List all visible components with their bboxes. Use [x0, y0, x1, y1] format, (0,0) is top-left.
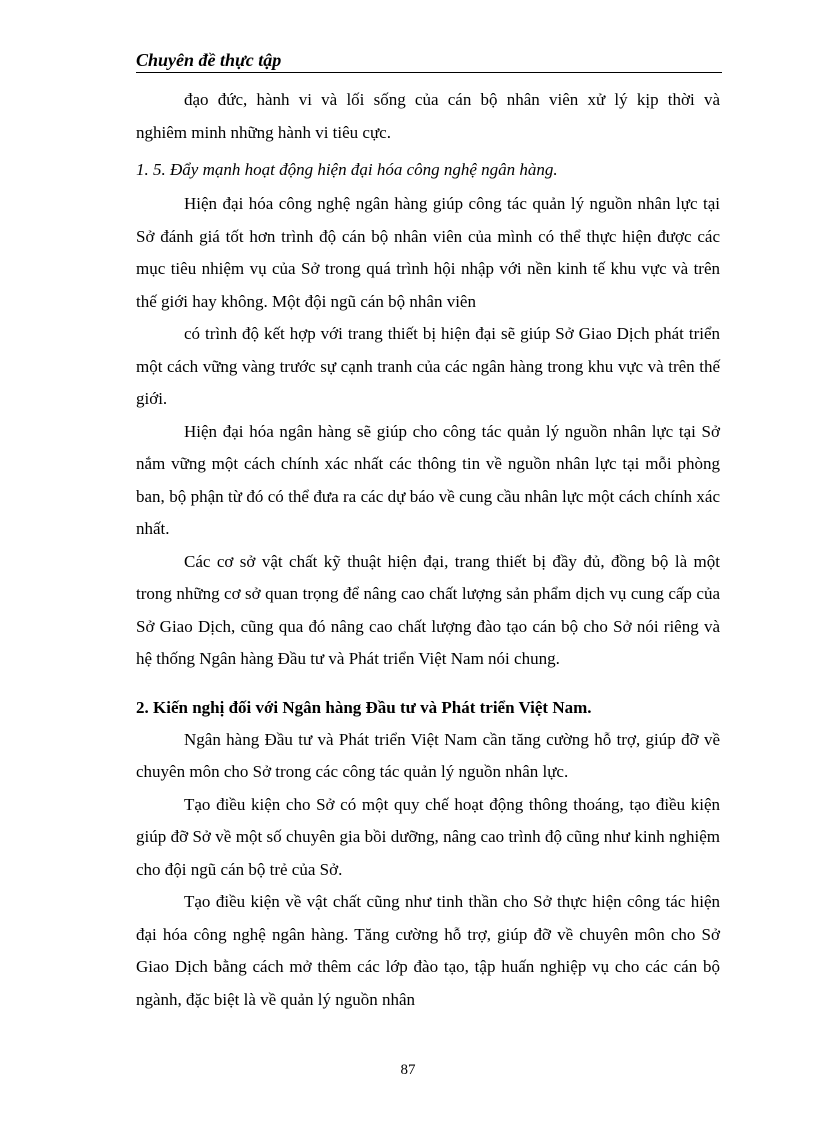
- page-number: 87: [400, 1062, 416, 1078]
- paragraph-continuation-line-1: đạo đức, hành vi và lối sống của cán bộ nhân viên xử lý kịp thời và: [184, 90, 720, 109]
- section-heading-1-5: 1. 5. Đẩy mạnh hoạt động hiện đại hóa công nghệ ngân hàng.: [136, 160, 558, 179]
- paragraph-recommendation-2: Tạo điều kiện cho Sở có một quy chế hoạt động thông thoáng, tạo điều kiện giúp đỡ Sở về một số chuyên gia bồi dưỡng, nâng cao trình độ cũng như kinh nghiệm cho đội ngũ cán bộ trẻ của Sở.: [136, 794, 720, 879]
- page-header: [136, 46, 722, 73]
- paragraph-recommendation-3: Tạo điều kiện về vật chất cũng như tinh thần cho Sở thực hiện công tác hiện đại hóa công nghệ ngân hàng. Tăng cường hỗ trợ, giúp đỡ về chuyên môn cho Sở Giao Dịch bằng cách mở thêm các lớp đào tạo, tập huấn nghiệp vụ cho các cán bộ ngành, đặc biệt là về quản lý nguồn nhân: [136, 892, 720, 1009]
- section-heading-2: 2. Kiến nghị đối với Ngân hàng Đầu tư và Phát triển Việt Nam.: [136, 697, 592, 717]
- paragraph-recommendation-1: Ngân hàng Đầu tư và Phát triển Việt Nam cần tăng cường hỗ trợ, giúp đỡ về chuyên môn cho Sở trong các công tác quản lý nguồn nhân lực.: [136, 729, 720, 781]
- paragraph-modernization-2: có trình độ kết hợp với trang thiết bị hiện đại sẽ giúp Sở Giao Dịch phát triển một cách vững vàng trước sự cạnh tranh của các ngân hàng trong khu vực và trên thế giới.: [136, 324, 720, 408]
- document-body: [136, 84, 720, 1016]
- paragraph-continuation-line-2: nghiêm minh những hành vi tiêu cực.: [136, 122, 391, 142]
- paragraph-modernization-3: Hiện đại hóa ngân hàng sẽ giúp cho công tác quản lý nguồn nhân lực tại Sở nắm vững một cách chính xác nhất các thông tin về nguồn nhân lực tại mỗi phòng ban, bộ phận từ đó có thể đưa ra các dự báo về cung cầu nhân lực một cách chính xác nhất.: [136, 421, 720, 538]
- paragraph-modernization-1: Hiện đại hóa công nghệ ngân hàng giúp công tác quản lý nguồn nhân lực tại Sở đánh giá tốt hơn trình độ cán bộ nhân viên của mình có thể thực hiện được các mục tiêu nhiệm vụ của Sở trong quá trình hội nhập với nền kinh tế khu vực và trên thế giới hay không. Một đội ngũ cán bộ nhân viên: [136, 194, 720, 311]
- paragraph-modernization-4: Các cơ sở vật chất kỹ thuật hiện đại, trang thiết bị đầy đủ, đồng bộ là một trong những cơ sở quan trọng để nâng cao chất lượng sản phẩm dịch vụ cung cấp của Sở Giao Dịch, cũng qua đó nâng cao chất lượng đào tạo cán bộ cho Sở nói riêng và hệ thống Ngân hàng Đầu tư và Phát triển Việt Nam nói chung.: [136, 551, 720, 668]
- header-title: Chuyên đề thực tập: [136, 50, 282, 70]
